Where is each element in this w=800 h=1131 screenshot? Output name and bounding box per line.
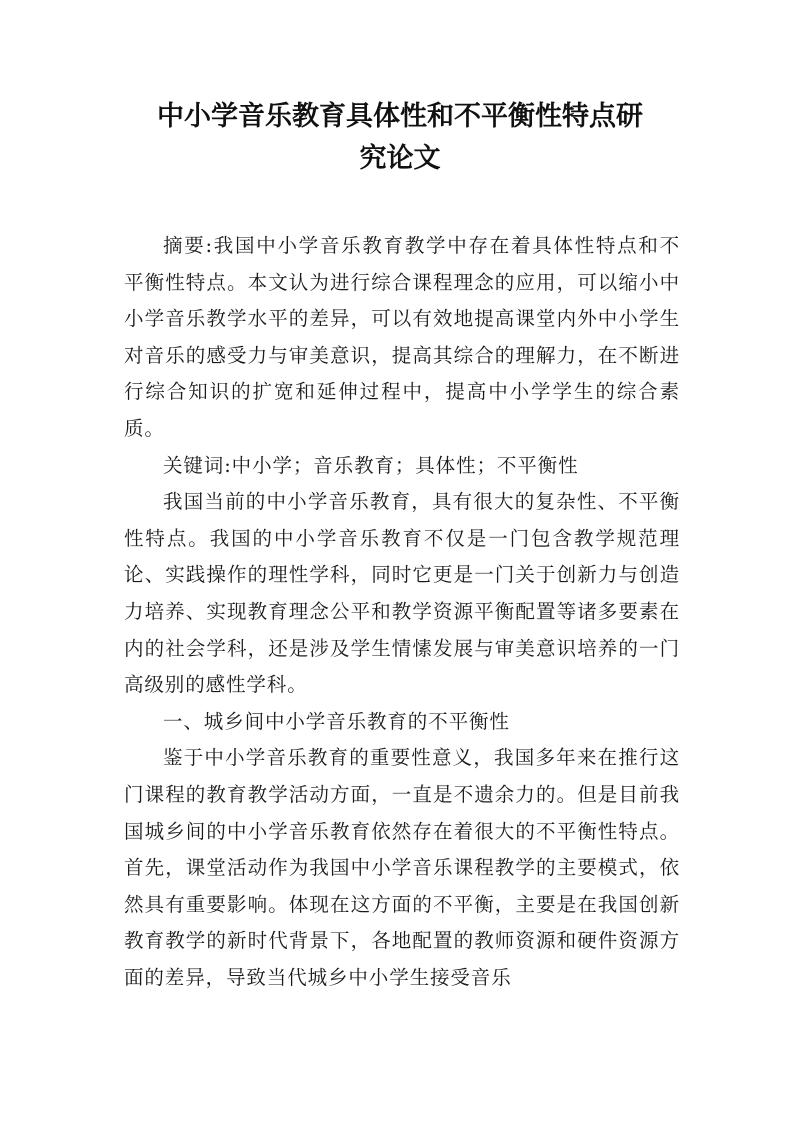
intro-paragraph: 我国当前的中小学音乐教育，具有很大的复杂性、不平衡性特点。我国的中小学音乐教育不仅是一门包含教学规范理论、实践操作的理性学科，同时它更是一门关于创新力与创造力培养、实现教育理念公平和教学资源平衡配置等诸多要素在内的社会学科，还是涉及学生情愫发展与审美意识培养的一门高级别的感性学科。 xyxy=(124,490,680,697)
document-body xyxy=(124,228,680,996)
title-line-1: 中小学音乐教育具体性和不平衡性特点研 xyxy=(157,101,643,132)
keywords-paragraph: 关键词:中小学；音乐教育；具体性；不平衡性 xyxy=(163,453,579,477)
document-title xyxy=(100,96,700,180)
section-1-paragraph: 鉴于中小学音乐教育的重要性意义，我国多年来在推行这门课程的教育教学活动方面，一直是不遗余力的。但是目前我国城乡间的中小学音乐教育依然存在着很大的不平衡性特点。首先，课堂活动作为我国中小学音乐课程教学的主要模式，依然具有重要影响。体现在这方面的不平衡，主要是在我国创新教育教学的新时代背景下，各地配置的教师资源和硬件资源方面的差异，导致当代城乡中小学生接受音乐 xyxy=(124,746,680,989)
section-heading-1: 一、城乡间中小学音乐教育的不平衡性 xyxy=(163,709,510,733)
title-line-2: 究论文 xyxy=(359,143,441,174)
abstract-paragraph: 摘要:我国中小学音乐教育教学中存在着具体性特点和不平衡性特点。本文认为进行综合课程理念的应用，可以缩小中小学音乐教学水平的差异，可以有效地提高课堂内外中小学生对音乐的感受力与审美意识，提高其综合的理解力，在不断进行综合知识的扩宽和延伸过程中，提高中小学学生的综合素质。 xyxy=(124,234,680,440)
